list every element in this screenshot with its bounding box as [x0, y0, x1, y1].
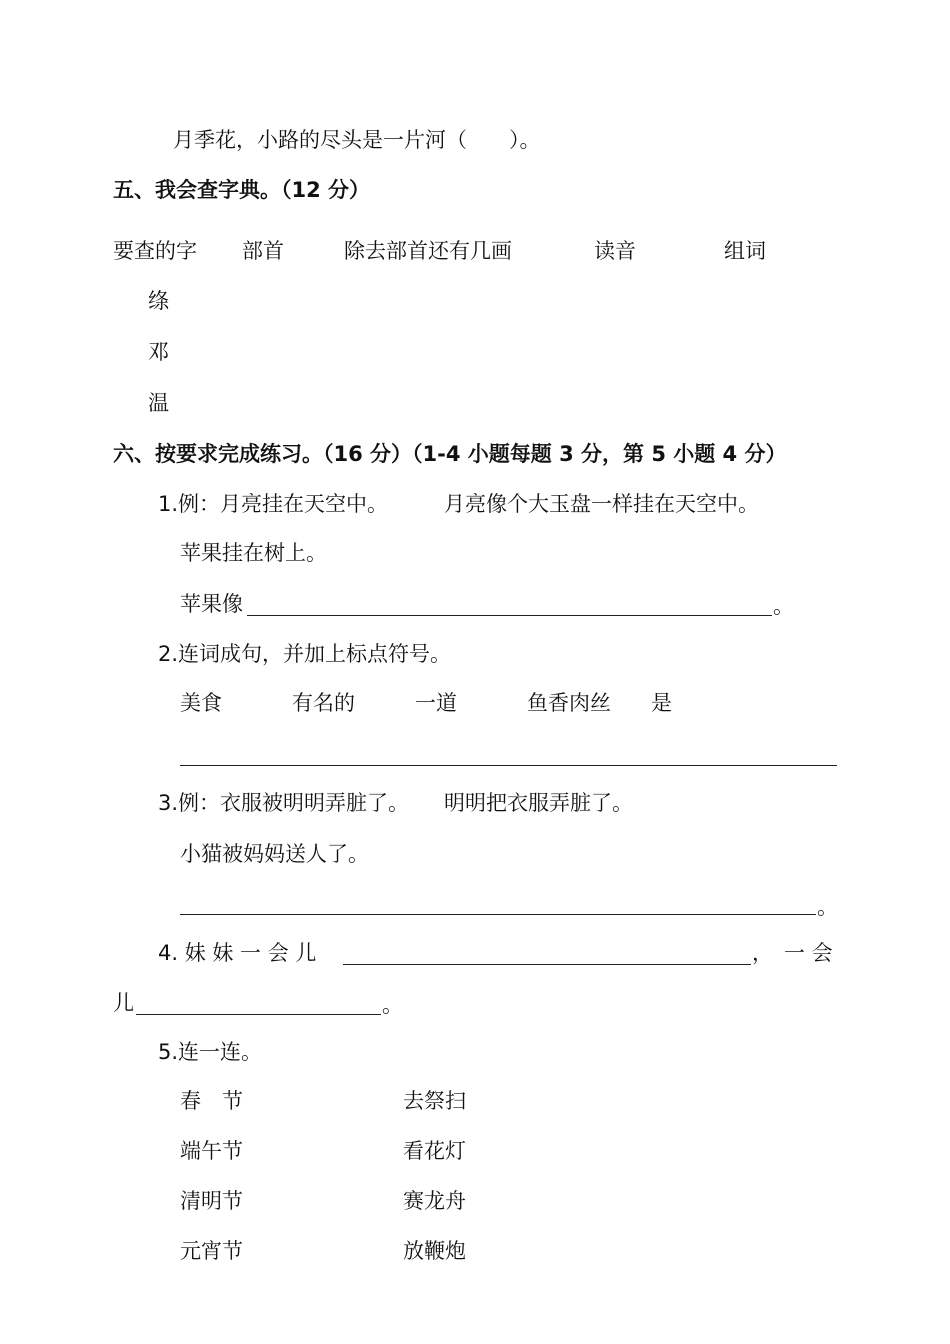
q3-given: 小猫被妈妈送人了。	[180, 842, 369, 866]
q2-word: 有名的	[292, 691, 355, 715]
custom-item[interactable]: 放鞭炮	[403, 1239, 466, 1263]
q2-word: 美食	[180, 691, 222, 715]
q3-answer-line[interactable]	[180, 914, 816, 915]
festival-item[interactable]: 元宵节	[180, 1239, 243, 1263]
q2-word: 是	[651, 691, 672, 715]
top-line: 月季花，小路的尽头是一片河（ ）。	[173, 128, 541, 152]
lookup-char: 温	[148, 391, 169, 415]
lookup-char: 绦	[148, 289, 169, 313]
q4-part1: 4. 妹 妹 一 会 儿	[158, 941, 317, 965]
header-radical: 部首	[242, 239, 284, 263]
header-words: 组词	[724, 239, 766, 263]
q4-answer-line-1[interactable]	[343, 964, 751, 965]
festival-item[interactable]: 端午节	[180, 1139, 243, 1163]
q1-example: 1.例：月亮挂在天空中。	[158, 492, 389, 516]
custom-item[interactable]: 去祭扫	[403, 1089, 466, 1113]
q1-end: 。	[773, 594, 794, 618]
header-strokes: 除去部首还有几画	[344, 239, 512, 263]
header-char: 要查的字	[113, 239, 197, 263]
custom-item[interactable]: 赛龙舟	[403, 1189, 466, 1213]
section5-title: 五、我会查字典。（12 分）	[113, 178, 371, 202]
section6-title: 六、按要求完成练习。（16 分）（1-4 小题每题 3 分，第 5 小题 4 分）	[113, 442, 787, 466]
q3-example-answer: 明明把衣服弄脏了。	[444, 791, 633, 815]
q4-part2: 一 会	[784, 941, 833, 965]
q2-answer-line[interactable]	[180, 765, 837, 766]
q1-example-answer: 月亮像个大玉盘一样挂在天空中。	[444, 492, 759, 516]
q1-prefix: 苹果像	[180, 592, 243, 616]
q4-end: 。	[382, 993, 403, 1017]
festival-item[interactable]: 清明节	[180, 1189, 243, 1213]
q4-answer-line-2[interactable]	[136, 1014, 381, 1015]
q4-comma: ，	[752, 941, 773, 965]
festival-item[interactable]: 春 节	[180, 1089, 243, 1113]
q2-word: 鱼香肉丝	[527, 691, 611, 715]
q1-answer-line[interactable]	[247, 615, 772, 616]
q3-example: 3.例：衣服被明明弄脏了。	[158, 791, 410, 815]
q3-end: 。	[817, 895, 838, 919]
header-pinyin: 读音	[594, 239, 636, 263]
custom-item[interactable]: 看花灯	[403, 1139, 466, 1163]
q4-part3: 儿	[113, 991, 134, 1015]
lookup-char: 邓	[148, 340, 169, 364]
q1-given: 苹果挂在树上。	[180, 541, 327, 565]
q2-word: 一道	[415, 691, 457, 715]
q5-prompt: 5.连一连。	[158, 1040, 263, 1064]
q2-prompt: 2.连词成句，并加上标点符号。	[158, 642, 452, 666]
